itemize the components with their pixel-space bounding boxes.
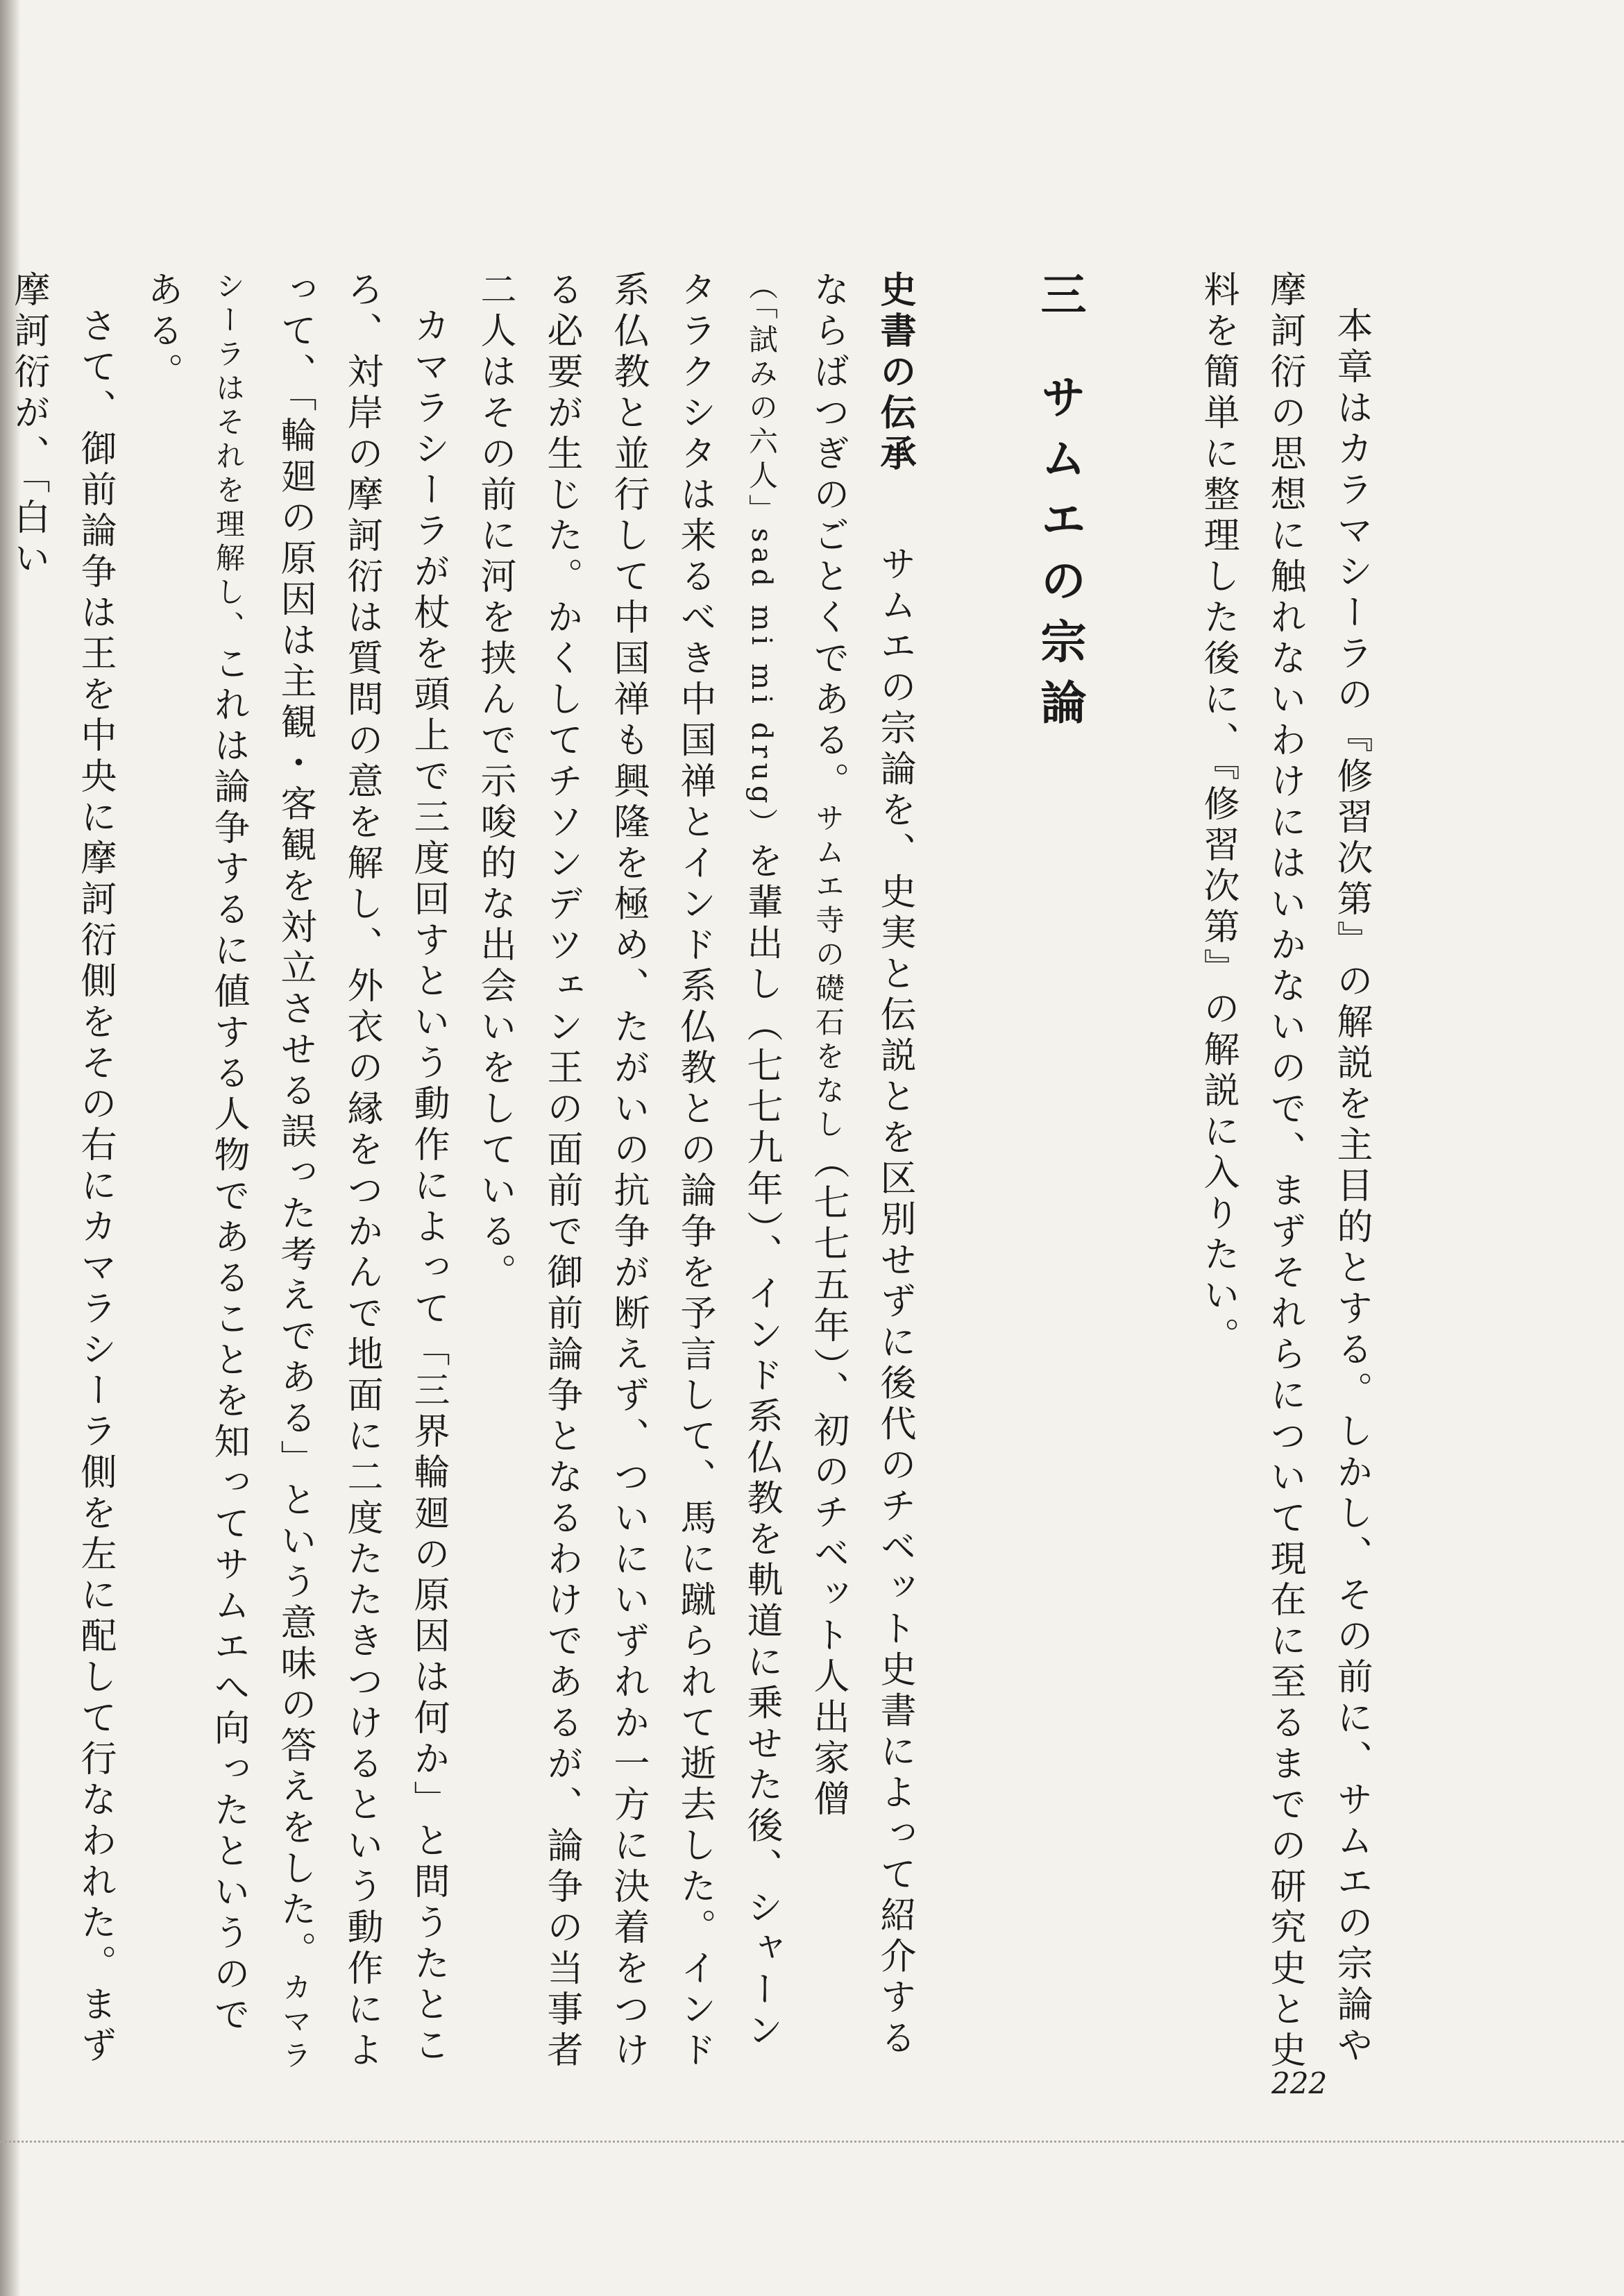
tibetan-transliteration: sad mi mi drug [745,528,777,808]
paragraph-1-text-e: ） [745,808,779,842]
paragraph-1-text-f: を輩出し（七七九年）、インド系仏教を軌道に乗せた後、シャーンタラクシタは来るべき中国禅とインド系仏教との論争を予言して、馬に蹴られて逝去した。インド系仏教と並行して中国禅も興隆を極め、たがいの抗争が断えず、ついにいずれか一方に決着をつける必要が生じた。かくしてチソンデツェン王の面前で御前論争となるわけであるが、論争の当事者二人はその前に河を挟んで示唆的な出会いをしている。 [474,271,782,2072]
paragraph-1-text-b: サムエ寺の礎石をなし [811,803,845,1143]
intro-paragraph: 本章はカラマシーラの『修習次第』の解説を主目的とする。しかし、その前に、サムエの宗論や摩訶衍の思想に触れないわけにはいかないので、まずそれらについて現在に至るまでの研究史と史料を簡単に整理した後に、『修習次第』の解説に入りたい。 [1197,271,1372,2072]
paragraph-1-text-d: （「試みの六人」 [745,271,779,528]
section-number: 三 [1033,271,1087,332]
section-heading [1011,271,1108,2075]
paragraph-2-text-b: カマラシーラはそれを理解し、 [212,271,312,2074]
subsection-paragraph-1 [462,271,928,2075]
paragraph-2-text-a: カマラシーラが杖を頭上で三度回すという動作によって「三界輪廻の原因は何か」と問うたところ、対岸の摩訶衍は質問の意を解し、外衣の縁をつかんで地面に二度たたきつけるという動作によって、「輪廻の原因は主観・客観を対立させる誤った考えである」という意味の答えをした。 [274,271,449,2072]
paragraph-3: さて、御前論争は王を中央に摩訶衍側をその右にカマラシーラ側を左に配して行なわれた。まず摩訶衍が、「白い [8,271,116,2067]
page-bottom-rule [0,2141,1624,2143]
subsection-heading: 史書の伝承 [874,271,915,475]
page-number: 222 [1271,2066,1328,2100]
paragraph-2 [128,271,462,2075]
paragraph-1-text-a: サムエの宗論を、史実と伝説とを区別せずに後代のチベット史書によって紹介するならばつぎのごとくである。 [807,271,915,2060]
paragraph-2-text-c: これは論争するに値する人物であることを知ってサムエへ向ったというのである。 [141,271,249,2036]
paragraph-1-text-c: （七七五年）、初のチベット人出家僧 [807,1143,849,1821]
vertical-text-body [0,271,1385,2075]
section-title: サムエの宗論 [1033,373,1087,740]
